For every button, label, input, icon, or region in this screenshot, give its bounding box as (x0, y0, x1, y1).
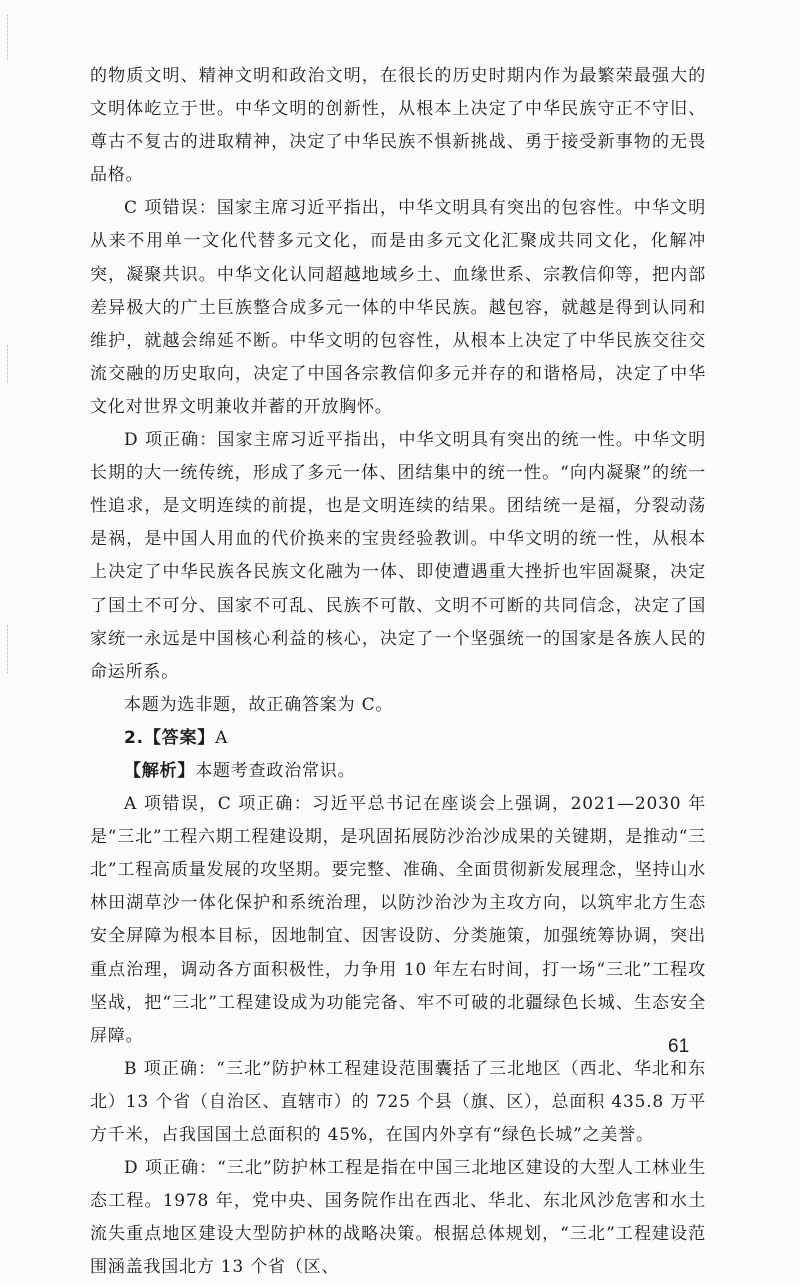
answer-label: 2.【答案】 (124, 727, 216, 748)
analysis-label: 【解析】 (124, 760, 196, 781)
analysis-text: 本题考查政治常识。 (195, 760, 356, 781)
paragraph-continuation: 的物质文明、精神文明和政治文明，在很长的历史时期内作为最繁荣最强大的文明体屹立于世。中华文明的创新性，从根本上决定了中华民族守正不守旧、尊古不复古的进取精神，决定了中华民族不惧新挑战、勇于接受新事物的无畏品格。 (90, 66, 706, 186)
paragraph-option-c: C 项错误：国家主席习近平指出，中华文明具有突出的包容性。中华文明从来不用单一文化代替多元文化，而是由多元文化汇聚成共同文化，化解冲突，凝聚共识。中华文化认同超越地域乡土、血缘世系、宗教信仰等，把内部差异极大的广土巨族整合成多元一体的中华民族。越包容，就越是得到认同和维护，就越会绵延不断。中华文明的包容性，从根本上决定了中华民族交往交流交融的历史取向，决定了中国各宗教信仰多元并存的和谐格局，决定了中华文化对世界文明兼收并蓄的开放胸怀。 (90, 198, 706, 417)
paragraph-option-a-c: A 项错误，C 项正确：习近平总书记在座谈会上强调，2021—2030 年是“三北”工程六期工程建设期，是巩固拓展防沙治沙成果的关键期，是推动“三北”工程高质量发展的攻坚期。要完整、准确、全面贯彻新发展理念，坚持山水林田湖草沙一体化保护和系统治理，以防沙治沙为主攻方向，以筑牢北方生态安全屏障为根本目标，因地制宜、因害设防、分类施策，加强统筹协调，突出重点治理，调动各方面积极性，力争用 10 年左右时间，打一场“三北”工程攻坚战，把“三北”工程建设成为功能完备、牢不可破的北疆绿色长城、生态安全屏障。 (90, 794, 706, 1046)
binding-dots-middle (7, 345, 9, 383)
paragraph-option-d: D 项正确：国家主席习近平指出，中华文明具有突出的统一性。中华文明长期的大一统传统，形成了多元一体、团结集中的统一性。“向内凝聚”的统一性追求，是文明连续的前提，也是文明连续的结果。团结统一是福，分裂动荡是祸，是中国人用血的代价换来的宝贵经验教训。中华文明的统一性，从根本上决定了中华民族各民族文化融为一体、即使遭遇重大挫折也牢固凝聚，决定了国土不可分、国家不可乱、民族不可散、文明不可断的共同信念，决定了国家统一永远是中国核心利益的核心，决定了一个坚强统一的国家是各族人民的命运所系。 (90, 430, 706, 682)
paragraph-option-b: B 项正确：“三北”防护林工程建设范围囊括了三北地区（西北、华北和东北）13 个省（自治区、直辖市）的 725 个县（旗、区），总面积 435.8 万平方千米，占我国国土总面积的 45%，在国内外享有“绿色长城”之美誉。 (90, 1058, 706, 1145)
paragraph-option-d-2: D 项正确：“三北”防护林工程是指在中国三北地区建设的大型人工林业生态工程。1978 年，党中央、国务院作出在西北、华北、东北风沙危害和水土流失重点地区建设大型防护林的战略决策。根据总体规划，“三北”工程建设范围涵盖我国北方 13 个省（区、 (90, 1158, 706, 1278)
document-body (90, 60, 706, 1284)
binding-dots-bottom (7, 625, 9, 673)
answer-line (90, 722, 706, 755)
answer-value: A (215, 727, 229, 748)
binding-dots-top (7, 15, 9, 60)
analysis-line (90, 755, 706, 788)
page-number: 61 (668, 1036, 690, 1057)
paragraph-conclusion: 本题为选非题，故正确答案为 C。 (124, 694, 394, 715)
